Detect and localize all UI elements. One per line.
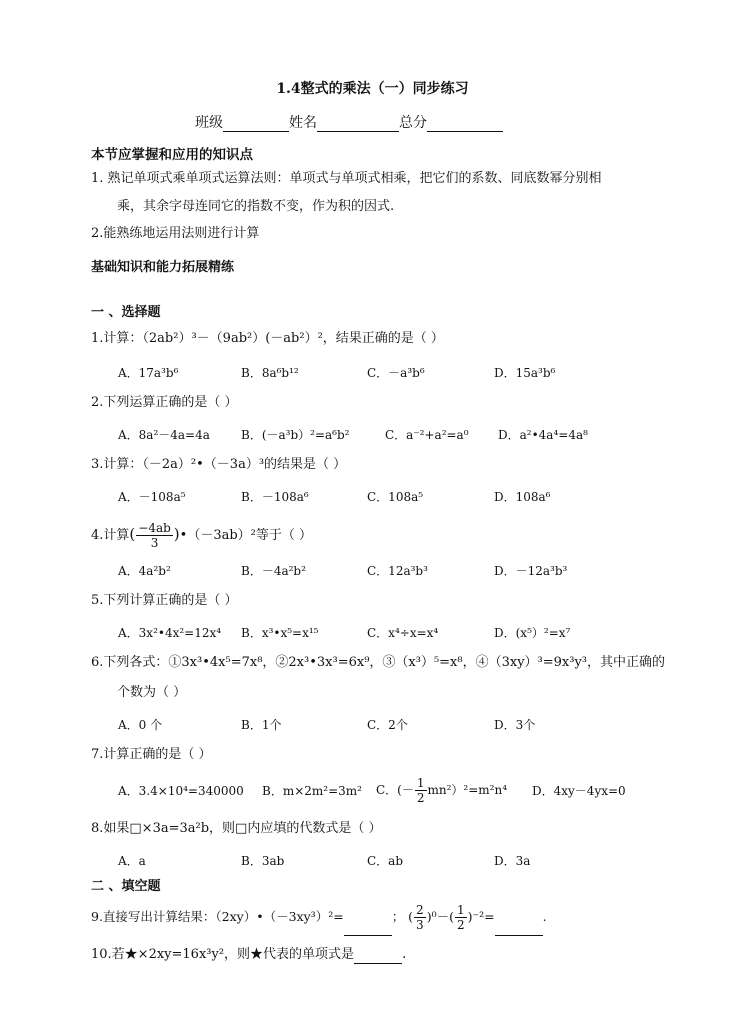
knowledge-point-1: 1. 熟记单项式乘单项式运算法则：单项式与单项式相乘，把它们的系数、同底数幂分别相	[91, 171, 602, 186]
q9-part-1: 9.直接写出计算结果：（2xy）•（－3xy³）²=	[91, 909, 344, 924]
q7-c-denominator: 2	[416, 791, 425, 805]
knowledge-point-2: 2.能熟练地运用法则进行计算	[91, 226, 260, 241]
q9-f1-denominator: 3	[416, 918, 424, 932]
question-6-stem-cont: 个数为（ ）	[117, 685, 187, 700]
question-1-stem: 1.计算：（2ab²）³－（9ab²）(－ab²）²，结果正确的是（ ）	[91, 331, 444, 346]
question-5-stem: 5.下列计算正确的是（ ）	[91, 593, 238, 608]
q9-part-3: )⁰－(	[426, 909, 454, 924]
q5-option-a[interactable]: A．3x²•4x²=12x⁴	[118, 626, 222, 640]
page-title: 1.4整式的乘法（一）同步练习	[276, 81, 469, 97]
score-label: 总分	[399, 115, 427, 131]
q9-answer-blank-1[interactable]	[344, 923, 392, 936]
basic-heading: 基础知识和能力拓展精练	[91, 260, 235, 275]
name-blank[interactable]	[317, 117, 399, 132]
class-label: 班级	[195, 115, 223, 131]
q7-c-fraction	[415, 776, 427, 805]
q2-option-d[interactable]: D．a²•4a⁴=4a⁸	[498, 428, 588, 442]
q2-option-c[interactable]: C．a⁻²+a²=a⁰	[385, 428, 469, 442]
q7-c-suffix: mn²）²=m²n⁴	[427, 783, 508, 797]
q7-c-prefix: C．(－	[376, 783, 414, 797]
question-8-stem: 8.如果□×3a=3a²b，则□内应填的代数式是（ ）	[91, 821, 382, 836]
q8-option-d[interactable]: D．3a	[494, 854, 531, 868]
q4-suffix: •（－3ab）²等于（ ）	[179, 528, 313, 543]
q3-option-d[interactable]: D．108a⁶	[494, 490, 551, 504]
q1-option-c[interactable]: C．－a³b⁶	[367, 366, 425, 380]
q6-option-c[interactable]: C．2个	[367, 718, 408, 732]
q9-end: .	[542, 909, 547, 924]
q6-option-a[interactable]: A．0 个	[118, 718, 163, 732]
q3-option-c[interactable]: C．108a⁵	[367, 490, 424, 504]
q7-option-a[interactable]: A．3.4×10⁴=340000	[118, 784, 244, 798]
section-fill-heading: 二 、填空题	[91, 879, 161, 894]
q4-fraction	[136, 521, 173, 550]
q4-fraction-denominator: 3	[150, 536, 159, 550]
q8-option-c[interactable]: C．ab	[367, 854, 404, 868]
class-blank[interactable]	[223, 117, 289, 132]
q5-option-c[interactable]: C．x⁴÷x=x⁴	[367, 626, 439, 640]
q4-option-c[interactable]: C．12a³b³	[367, 564, 428, 578]
q1-option-b[interactable]: B．8a⁶b¹²	[241, 366, 299, 380]
name-label: 姓名	[289, 115, 317, 131]
q8-option-a[interactable]: A．a	[118, 854, 146, 868]
q9-f2-numerator: 1	[456, 903, 465, 917]
q9-answer-blank-2[interactable]	[495, 923, 543, 936]
q3-option-b[interactable]: B．－108a⁶	[241, 490, 309, 504]
q5-option-d[interactable]: D．(x⁵）²=x⁷	[494, 626, 571, 640]
q7-c-numerator: 1	[416, 776, 425, 790]
q7-option-c[interactable]	[376, 772, 507, 808]
q2-option-a[interactable]: A．8a²－4a=4a	[118, 428, 210, 442]
section-choice-heading: 一 、选择题	[91, 305, 161, 320]
knowledge-point-1-cont: 乘，其余字母连同它的指数不变，作为积的因式.	[117, 199, 395, 214]
q3-option-a[interactable]: A．－108a⁵	[118, 490, 186, 504]
q9-f1-numerator: 2	[416, 903, 424, 917]
q1-option-d[interactable]: D．15a³b⁶	[494, 366, 556, 380]
q4-fraction-numerator: −4ab	[138, 521, 171, 535]
question-9	[91, 898, 547, 936]
q7-option-d[interactable]: D．4xy－4yx=0	[532, 784, 626, 798]
q4-option-b[interactable]: B．－4a²b²	[241, 564, 306, 578]
q6-option-b[interactable]: B．1个	[241, 718, 282, 732]
question-4-stem: 4.计算( $\frac{-4ab}{3}$ )•（－3ab）²等于（ ）	[91, 521, 313, 550]
q9-fraction-2	[455, 903, 467, 932]
q7-option-b[interactable]: B．m×2m²=3m²	[262, 784, 362, 798]
q4-option-a[interactable]: A．4a²b²	[118, 564, 171, 578]
q10-answer-blank[interactable]	[354, 951, 402, 964]
question-7-stem: 7.计算正确的是（ ）	[91, 747, 212, 762]
q9-part-4: )⁻²=	[467, 909, 495, 924]
q9-part-2: ； (	[391, 909, 414, 924]
q1-option-a[interactable]: A．17a³b⁶	[118, 366, 179, 380]
q10-end: .	[402, 947, 407, 962]
q5-option-b[interactable]: B．x³•x⁵=x¹⁵	[241, 626, 319, 640]
question-3-stem: 3.计算：（－2a）²•（－3a）³的结果是（ ）	[91, 457, 347, 472]
q4-prefix: 4.计算	[91, 528, 130, 543]
q9-fraction-1	[414, 903, 426, 932]
q10-stem: 10.若★×2xy=16x³y²，则★代表的单项式是	[91, 947, 355, 962]
student-info-line	[195, 114, 503, 132]
question-6-stem: 6.下列各式：①3x³•4x⁵=7x⁸，②2x³•3x³=6x⁹，③（x³）⁵=x⁸，④（3xy）³=9x³y³，其中正确的	[91, 655, 666, 670]
q6-option-d[interactable]: D．3个	[494, 718, 536, 732]
q2-option-b[interactable]: B．(－a³b）²=a⁶b²	[241, 428, 350, 442]
q9-f2-denominator: 2	[456, 918, 465, 932]
q4-option-d[interactable]: D．－12a³b³	[494, 564, 568, 578]
question-2-stem: 2.下列运算正确的是（ ）	[91, 395, 238, 410]
question-10	[91, 946, 406, 964]
knowledge-heading: 本节应掌握和应用的知识点	[91, 147, 253, 163]
q8-option-b[interactable]: B．3ab	[241, 854, 285, 868]
score-blank[interactable]	[427, 117, 503, 132]
